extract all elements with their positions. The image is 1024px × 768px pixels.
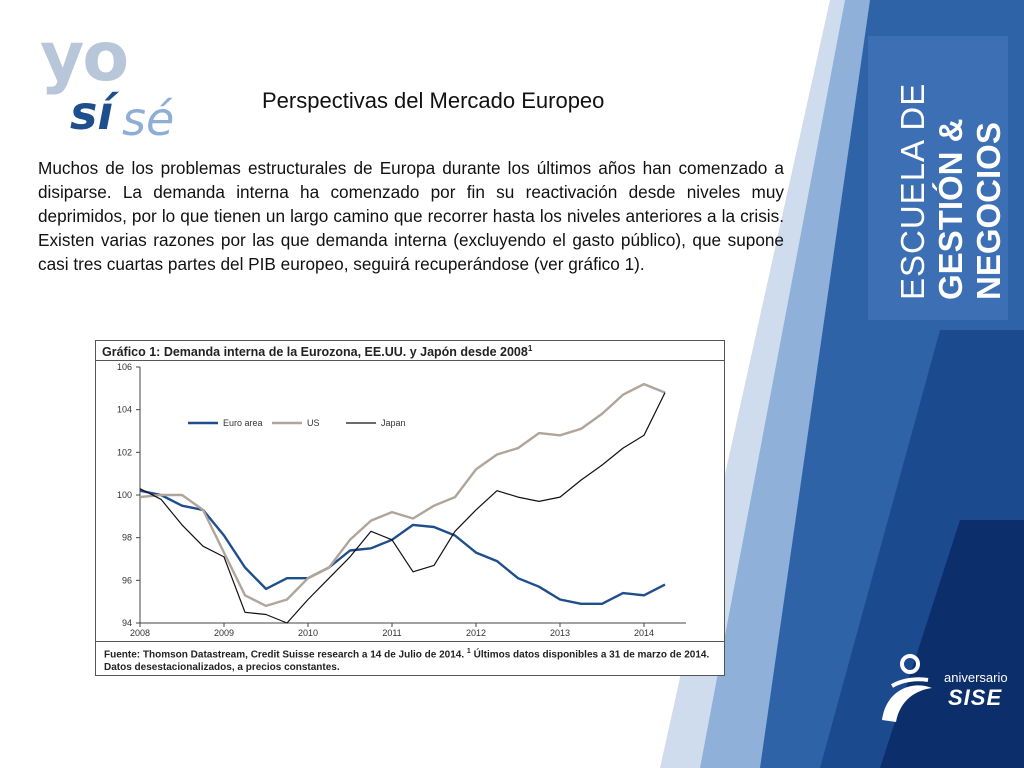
slide-title: Perspectivas del Mercado Europeo — [262, 88, 605, 113]
chart-title-sup: 1 — [527, 344, 533, 353]
series-line-euro-area — [140, 491, 665, 604]
y-tick-label: 96 — [121, 575, 132, 586]
y-tick-label: 100 — [116, 490, 132, 500]
legend-label: Euro area — [223, 418, 263, 428]
y-tick-label: 104 — [116, 404, 132, 415]
logo-si: sí — [70, 86, 114, 140]
x-tick-label: 2008 — [129, 628, 151, 638]
y-tick-label: 98 — [121, 532, 132, 543]
source-note: Últimos datos disponibles a 31 de marzo de 2014. — [473, 649, 710, 661]
y-tick-label: 102 — [116, 447, 132, 458]
x-tick-label: 2010 — [297, 628, 319, 638]
logo-se: sé — [122, 92, 175, 146]
x-tick-label: 2013 — [549, 628, 571, 638]
legend-label: Japan — [381, 418, 406, 428]
yosise-logo — [36, 18, 186, 151]
x-tick-label: 2012 — [465, 628, 487, 638]
anniversary-brand: SISE — [948, 685, 1003, 710]
banner-line-escuela: ESCUELA DE — [894, 82, 931, 300]
logo-yo: yo — [40, 18, 128, 97]
y-tick-label: 106 — [116, 362, 132, 372]
y-tick-label: 94 — [121, 618, 132, 628]
x-tick-label: 2014 — [633, 628, 655, 638]
source-text: Fuente: Thomson Datastream, Credit Suisse research a 14 de Julio de 2014. — [104, 649, 465, 661]
x-tick-label: 2011 — [382, 628, 402, 638]
legend-label: US — [307, 418, 320, 428]
line-chart — [96, 361, 724, 641]
anniversary-word: aniversario — [944, 670, 1008, 685]
chart-title: Gráfico 1: Demanda interna de la Eurozona, EE.UU. y Japón desde 2008$^1$ — [102, 344, 533, 360]
chart-source — [104, 645, 716, 674]
banner-line-negocios: NEGOCIOS — [970, 122, 1007, 300]
source-line2: Datos desestacionalizados, a precios constantes. — [104, 662, 340, 674]
x-tick-label: 2009 — [213, 628, 235, 638]
slide-paragraph: Muchos de los problemas estructurales de Europa durante los últimos años han comenzado a disiparse. La demanda interna ha comenzado por fin su reactivación desde niveles muy deprimidos, por lo que tienen un largo camino que recorrer hasta los niveles anteriores a la crisis. Existen varias razones por las que demanda interna (excluyendo el gasto público), que supone casi tres cuartas partes del PIB europeo, seguirá recuperándose (ver gráfico 1). — [38, 158, 784, 274]
anniversary-emblem-icon — [872, 650, 942, 730]
chart-source-divider — [96, 641, 724, 642]
anniversary-logo — [872, 650, 1012, 730]
chart-panel — [95, 340, 725, 676]
source-sup: 1 — [466, 648, 471, 655]
banner-line-gestion: GESTIÓN & — [932, 118, 969, 300]
school-banner-text — [894, 30, 1008, 300]
